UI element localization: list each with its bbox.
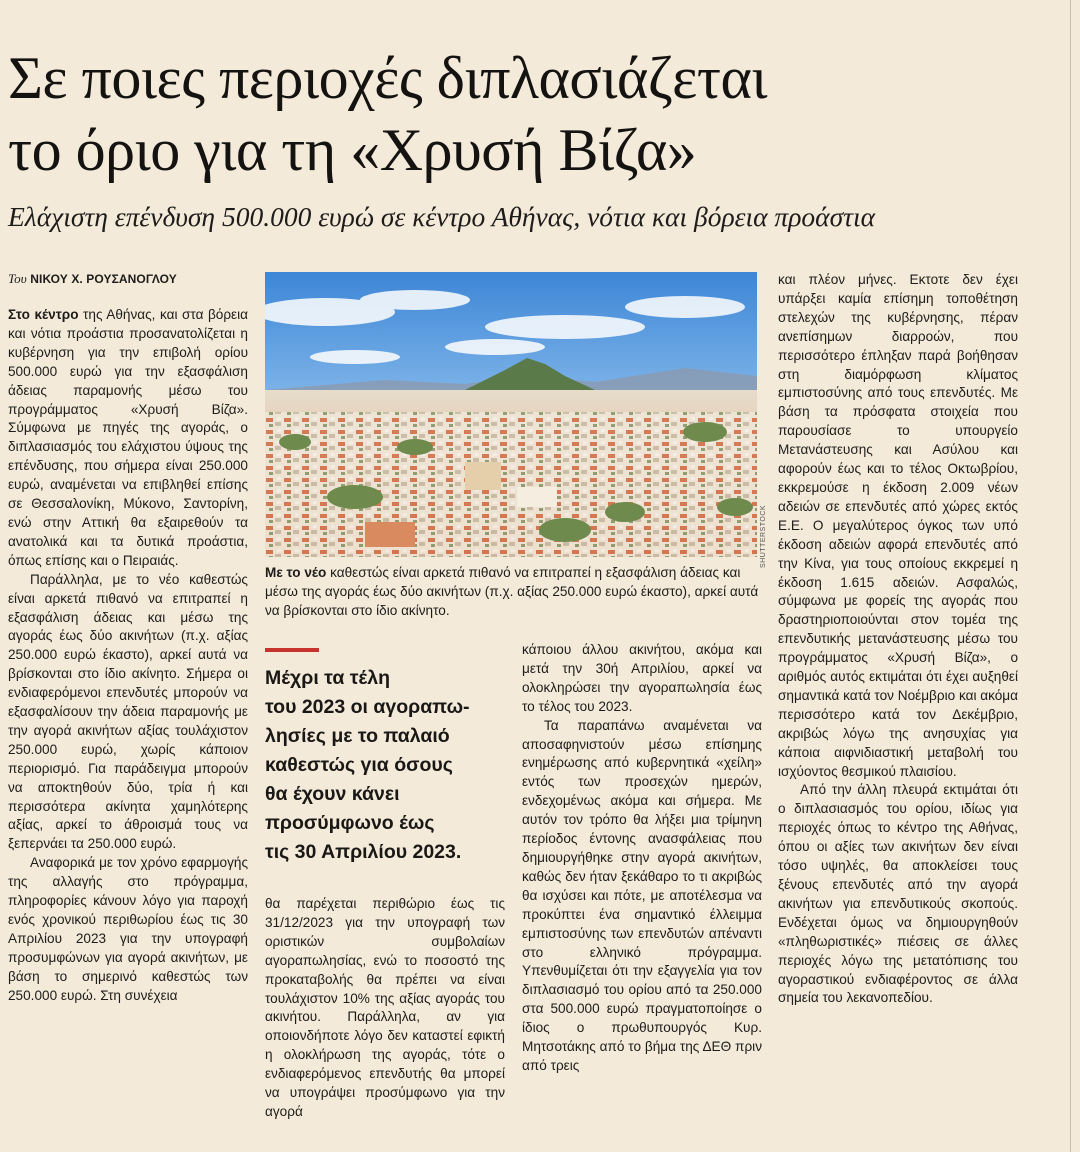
column-1-paragraph-1-text: της Αθήνας, και στα βόρεια και νότια προάστια προσανατολίζεται η κυβέρνηση για την επιβολή ορίου 500.000 ευρώ για την εξασφάλιση άδειας παραμονής μέσω του προγράμματος «Χρυσή Βίζα». Σύμφωνα με πηγές της αγοράς, ο διπλασιασμός του ελάχιστου ύψους της επένδυσης, που σήμερα είναι 250.000 ευρώ, αναμένεται να επιβληθεί επίσης σε Θεσσαλονίκη, Μύκονο, Σαντορίνη, ενώ στην Αττική θα εξαιρεθούν τα ανατολικά και τα δυτικά προάστια, όπως επίσης και ο Πειραιάς. [8, 307, 248, 568]
column-3-paragraph-2: Τα παραπάνω αναμένεται να αποσαφηνιστούν μέσω επίσημης ενημέρωσης από κυβερνητικά «χείλη» εντός των προσεχών ημερών, ενδεχομένως ακόμα και σήμερα. Με αυτόν τον τρόπο θα λήξει μια τρίμηνη περίοδος έντονης ανασφάλειας που δημιουργήθηκε στην αγορά ακινήτων, καθώς δεν ήταν ξεκάθαρο το τι ακριβώς θα ισχύσει και πότε, με αποτέλεσμα να προκύπτει ένα σημαντικό έλλειμμα εμπιστοσύνης των επενδυτών απέναντι στο ελληνικό πρόγραμμα. Υπενθυμίζεται ότι την εξαγγελία για τον διπλασιασμό του ορίου από τα 250.000 στα 500.000 ευρώ πραγματοποίησε ο ίδιος ο πρωθυπουργός Κυρ. Μητσοτάκης από το βήμα της ΔΕΘ πριν από τρεις [522, 717, 762, 1073]
column-1-paragraph-2: Παράλληλα, με το νέο καθεστώς είναι αρκετά πιθανό να επιτραπεί η εξασφάλιση άδειας και μέσω της αγοράς έως δύο ακινήτων (π.χ. αξίας 250.000 ευρώ έκαστο), αρκεί αυτά να βρίσκονται στο ίδιο ακίνητο. Σήμερα οι ενδιαφερόμενοι επενδυτές μπορούν να εξασφαλίσουν την άδεια παραμονής με την αγορά ακινήτων αξίας τουλάχιστον 250.000 ευρώ, χωρίς κάποιον περιορισμό. Για παράδειγμα μπορούν να αποκτηθούν δύο, τρία ή και περισσότερα ακίνητα χαμηλότερης αξίας, αρκεί το άθροισμά τους να ξεπερνάει τα 250.000 ευρώ. [8, 571, 248, 852]
pullquote-line: λησίες με το παλαιό [265, 725, 450, 747]
pullquote [265, 664, 513, 867]
pullquote-line: προσύμφωνο έως [265, 812, 435, 834]
headline [8, 42, 1048, 186]
column-4-paragraph-1: και πλέον μήνες. Εκτοτε δεν έχει υπάρξει καμία επίσημη τοποθέτηση στελεχών της κυβέρνησης, πέραν ανεπίσημων διαρροών, που περισσότερο έπληξαν παρά βοήθησαν στη διαμόρφωση κλίματος εμπιστοσύνης από τους επενδυτές. Με βάση τα πρόσφατα στοιχεία που παρουσίασε το υπουργείο Μετανάστευσης και Ασύλου και αφορούν έως και το τέλος Οκτωβρίου, εκκρεμούσε η έκδοση 2.009 νέων αδειών σε επενδυτές από χώρες εκτός Ε.Ε. Ο μεγαλύτερος όγκος των υπό έκδοση αδειών αφορά επενδυτές από την Κίνα, για τους οποίους εκκρεμεί η έκδοση 1.615 αδειών. Ασφαλώς, σύμφωνα με φορείς της αγοράς που δραστηριοποιούνται στον τομέα της επενδυτικής μετανάστευσης μέσω του προγράμματος «Χρυσή Βίζα», ο αριθμός αυτός εκτιμάται ότι έχει αυξηθεί σημαντικά κατά τον Νοέμβριο και ακόμα περισσότερο κατά τον Δεκέμβριο, ακριβώς λόγω της ανησυχίας για κάποια αιφνιδιαστική μεταβολή του ισχύοντος θεσμικού πλαισίου. [778, 272, 1018, 779]
column-1-paragraph-3: Αναφορικά με τον χρόνο εφαρμογής της αλλαγής στο πρόγραμμα, πληροφορίες κάνουν λόγο για παροχή ενός χρονικού περιθωρίου έως τις 30 Απριλίου 2023 για την υπογραφή προσυμφώνων για αγορά ακινήτων, με βάση το σημερινό καθεστώς των 250.000 ευρώ. Στη συνέχεια [8, 855, 248, 1003]
subheadline: Ελάχιστη επένδυση 500.000 ευρώ σε κέντρο Αθήνας, νότια και βόρεια προάστια [8, 201, 876, 232]
pullquote-line: Μέχρι τα τέλη [265, 667, 390, 689]
column-2-paragraph-1: θα παρέχεται περιθώριο έως τις 31/12/2023 για την υπογραφή των οριστικών συμβολαίων αγοραπωλησίας, ενώ το ποσοστό της προκαταβολής θα πρέπει να είναι τουλάχιστον 10% της αξίας αγοράς του ακινήτου. Παράλληλα, αν για οποιονδήποτε λόγο δεν καταστεί εφικτή η ολοκλήρωση της αγοράς, τότε ο ενδιαφερόμενος επενδυτής θα μπορεί να υπογράψει προσύμφωνο για την αγορά [265, 896, 505, 1119]
byline-name: ΝΙΚΟΥ Χ. ΡΟΥΣΑΝΟΓΛΟΥ [30, 272, 177, 286]
article-column-3 [522, 641, 762, 1076]
page-edge-rule [1070, 0, 1071, 1152]
lead-in: Στο κέντρο [8, 307, 79, 322]
column-1-paragraph-1 [8, 306, 248, 571]
photo-illustration [265, 272, 757, 557]
photo-caption [265, 563, 760, 620]
athens-cityscape-photo [265, 272, 757, 557]
byline [8, 271, 256, 287]
pullquote-line: θα έχουν κάνει [265, 783, 400, 805]
headline-line-1: Σε ποιες περιοχές διπλασιάζεται [8, 45, 768, 111]
article-column-2 [265, 895, 505, 1122]
caption-text: καθεστώς είναι αρκετά πιθανό να επιτραπεί η εξασφάλιση άδειας και μέσω της αγοράς έως δύο ακινήτων (π.χ. αξίας 250.000 ευρώ έκαστο), αρκεί αυτά να βρίσκονται στο ίδιο ακίνητο. [265, 565, 759, 618]
byline-prefix: Του [8, 271, 27, 286]
caption-lead: Με το νέο [265, 565, 327, 580]
column-4-paragraph-2: Από την άλλη πλευρά εκτιμάται ότι ο διπλασιασμός του ορίου, ιδίως για περιοχές όπως το κέντρο της Αθήνας, όπου οι αξίες των ακινήτων δεν είναι τόσο υψηλές, θα αποκλείσει τους ξένους επενδυτές από την αγορά ακινήτων για επενδυτικούς σκοπούς. Ενδέχεται όμως να δημιουργηθούν «πληθωριστικές» πιέσεις σε άλλες περιοχές λόγω της μετατόπισης του αγοραστικού ενδιαφέροντος σε άλλα σημεία του λεκανοπεδίου. [778, 782, 1018, 1006]
article-column-1 [8, 306, 248, 1006]
column-3-paragraph-1: κάποιου άλλου ακινήτου, ακόμα και μετά την 30ή Απριλίου, αρκεί να ολοκληρώσει την αγοραπωλησία έως το τέλος του 2023. [522, 642, 762, 714]
pullquote-line: καθεστώς για όσους [265, 754, 453, 776]
photo-credit: SHUTTERSTOCK [760, 504, 767, 568]
headline-line-2: το όριο για τη «Χρυσή Βίζα» [8, 117, 697, 183]
pullquote-line: του 2023 οι αγοραπω- [265, 696, 470, 718]
article-column-4 [778, 271, 1018, 1008]
pullquote-line: τις 30 Απριλίου 2023. [265, 841, 462, 863]
pullquote-accent-bar [265, 648, 319, 652]
